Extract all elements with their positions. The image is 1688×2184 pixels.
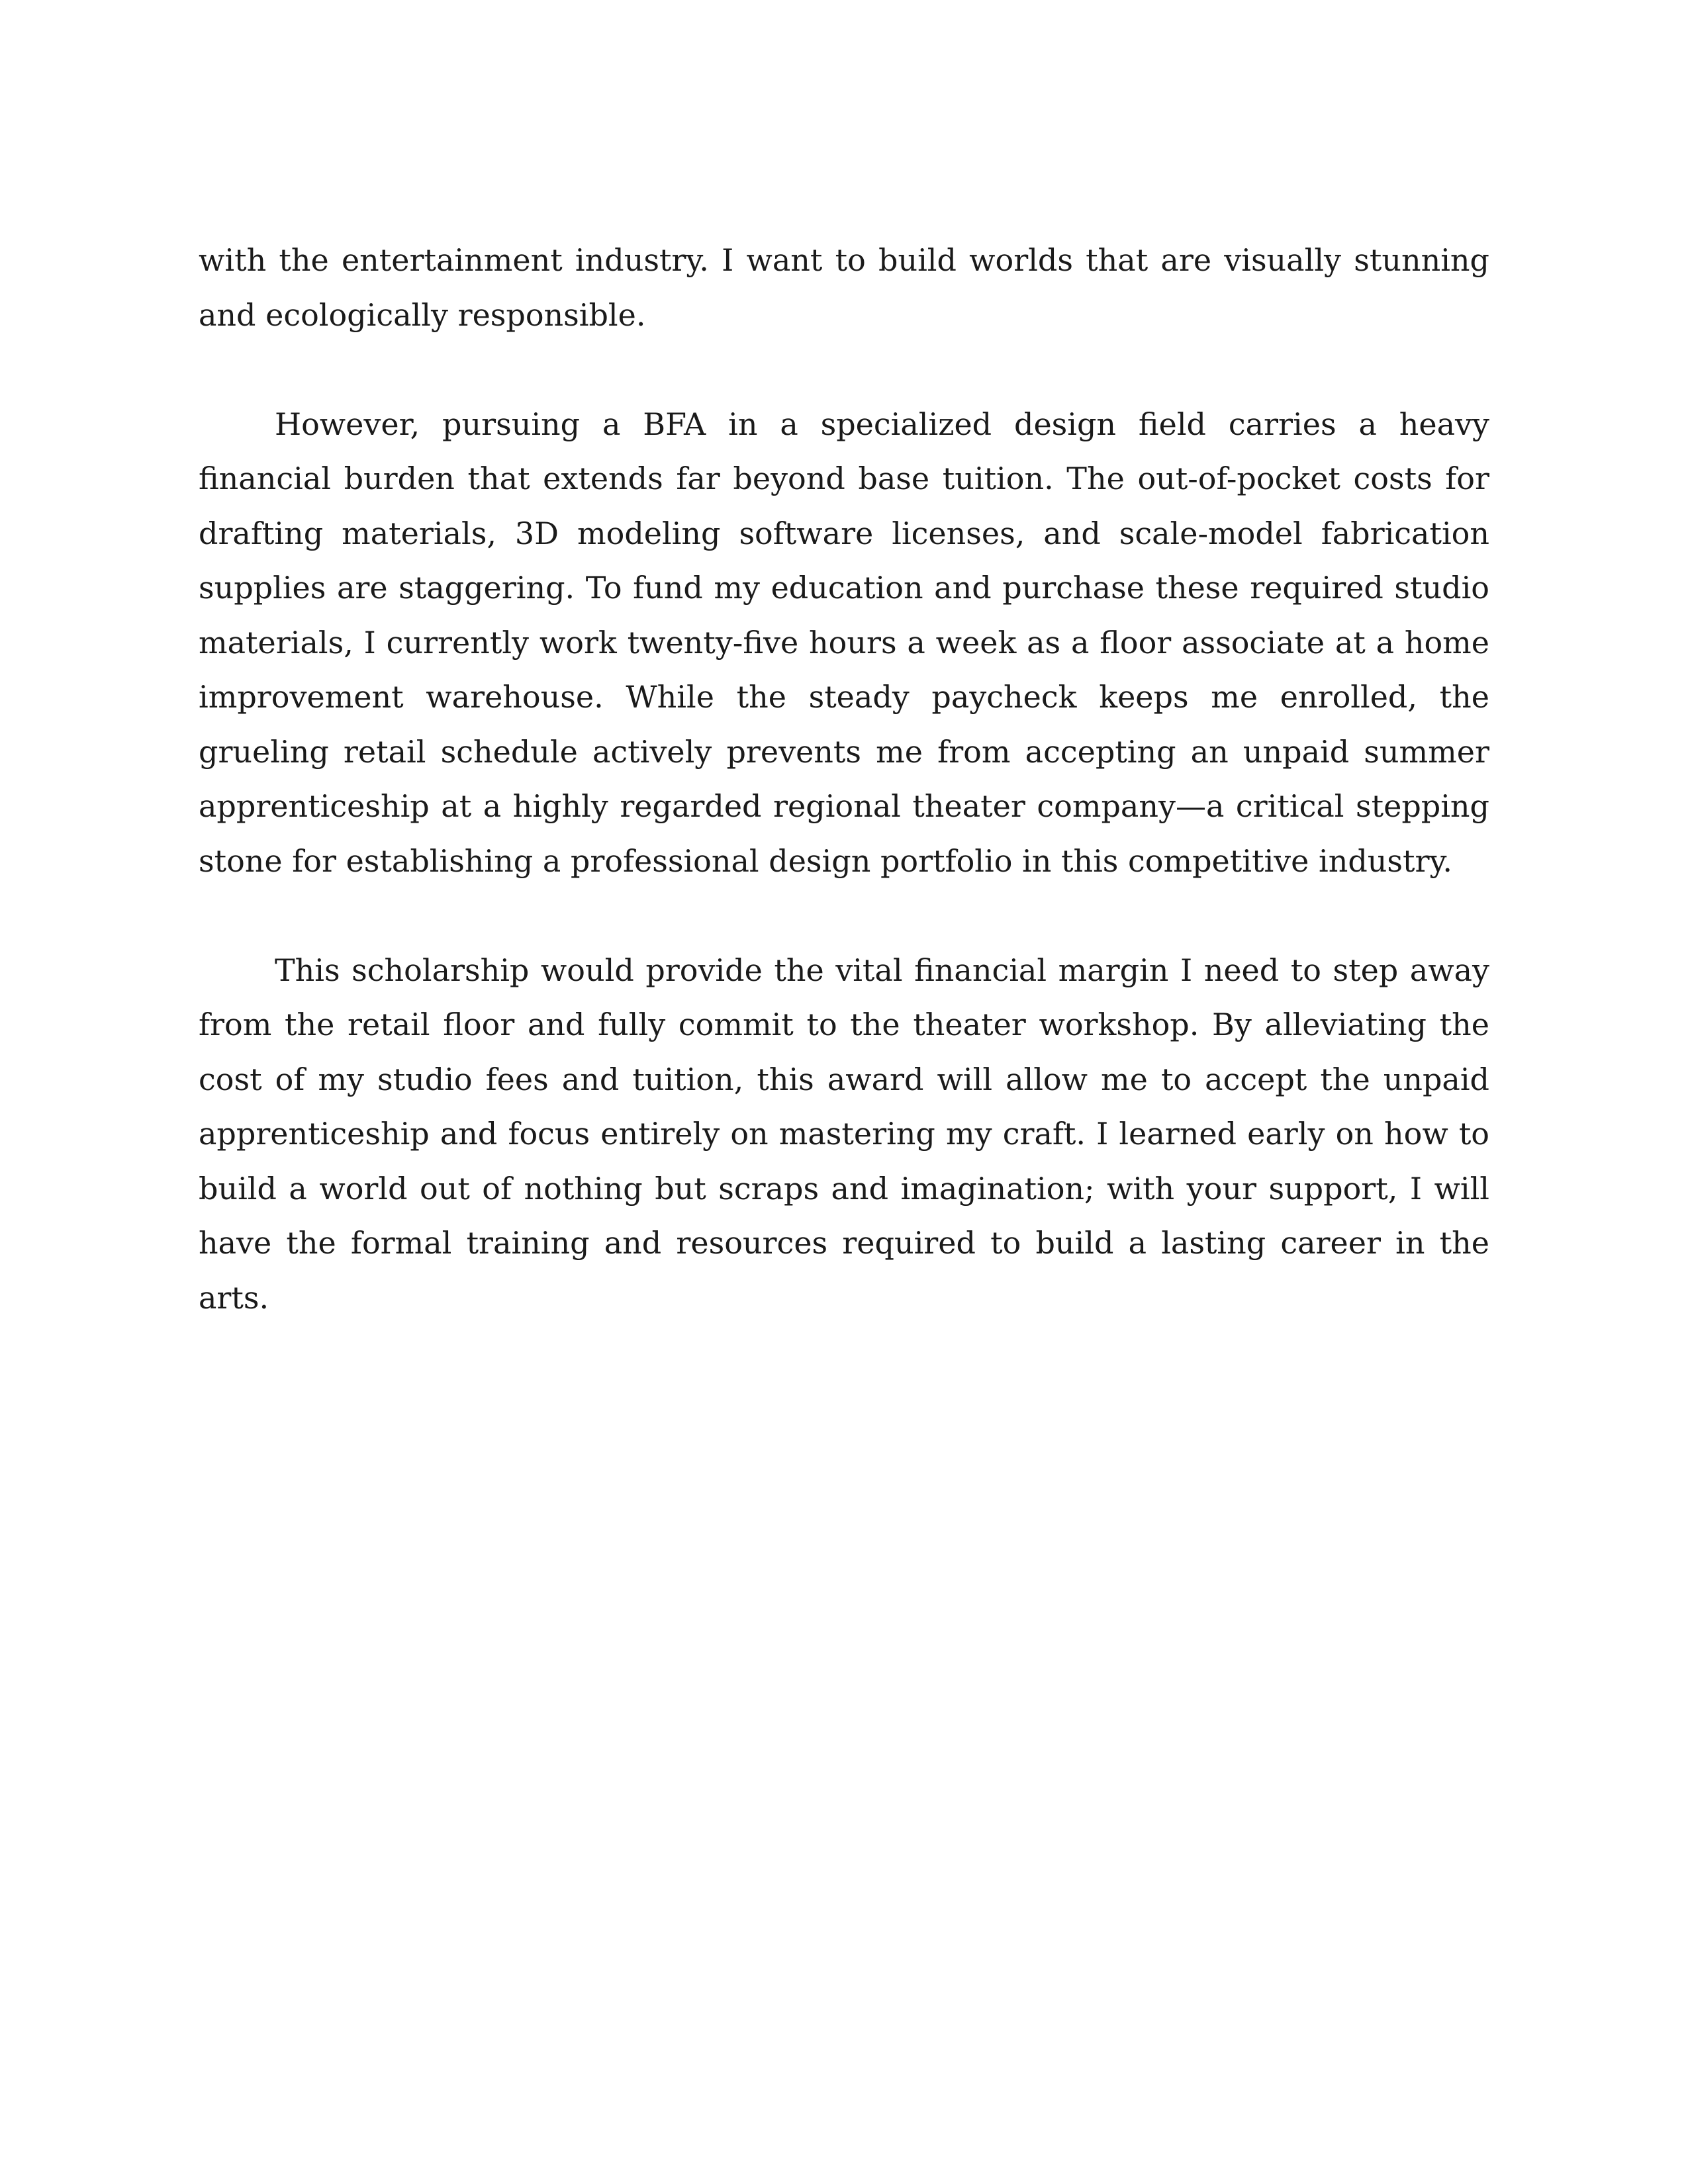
essay-body [199,233,1489,1325]
paragraph-financial-burden: However, pursuing a BFA in a specialized design field carries a heavy financial burden that extends far beyond base tuition. The out-of-pocket costs for drafting materials, 3D modeling software licenses, and scale-model fabrication supplies are staggering. To fund my education and purchase these required studio materials, I currently work twenty-five hours a week as a floor associate at a home improvement warehouse. While the steady paycheck keeps me enrolled, the grueling retail schedule actively prevents me from accepting an unpaid summer apprenticeship at a highly regarded regional theater company—a critical stepping stone for establishing a professional design portfolio in this competitive industry. [199,406,1489,879]
paragraph-scholarship-impact: This scholarship would provide the vital financial margin I need to step away from the retail floor and fully commit to the theater workshop. By alleviating the cost of my studio fees and tuition, this award will allow me to accept the unpaid apprenticeship and focus entirely on mastering my craft. I learned early on how to build a world out of nothing but scraps and imagination; with your support, I will have the formal training and resources required to build a lasting career in the arts. [199,952,1489,1316]
paragraph-continuation: with the entertainment industry. I want to build worlds that are visually stunning and ecologically responsible. [199,242,1489,333]
